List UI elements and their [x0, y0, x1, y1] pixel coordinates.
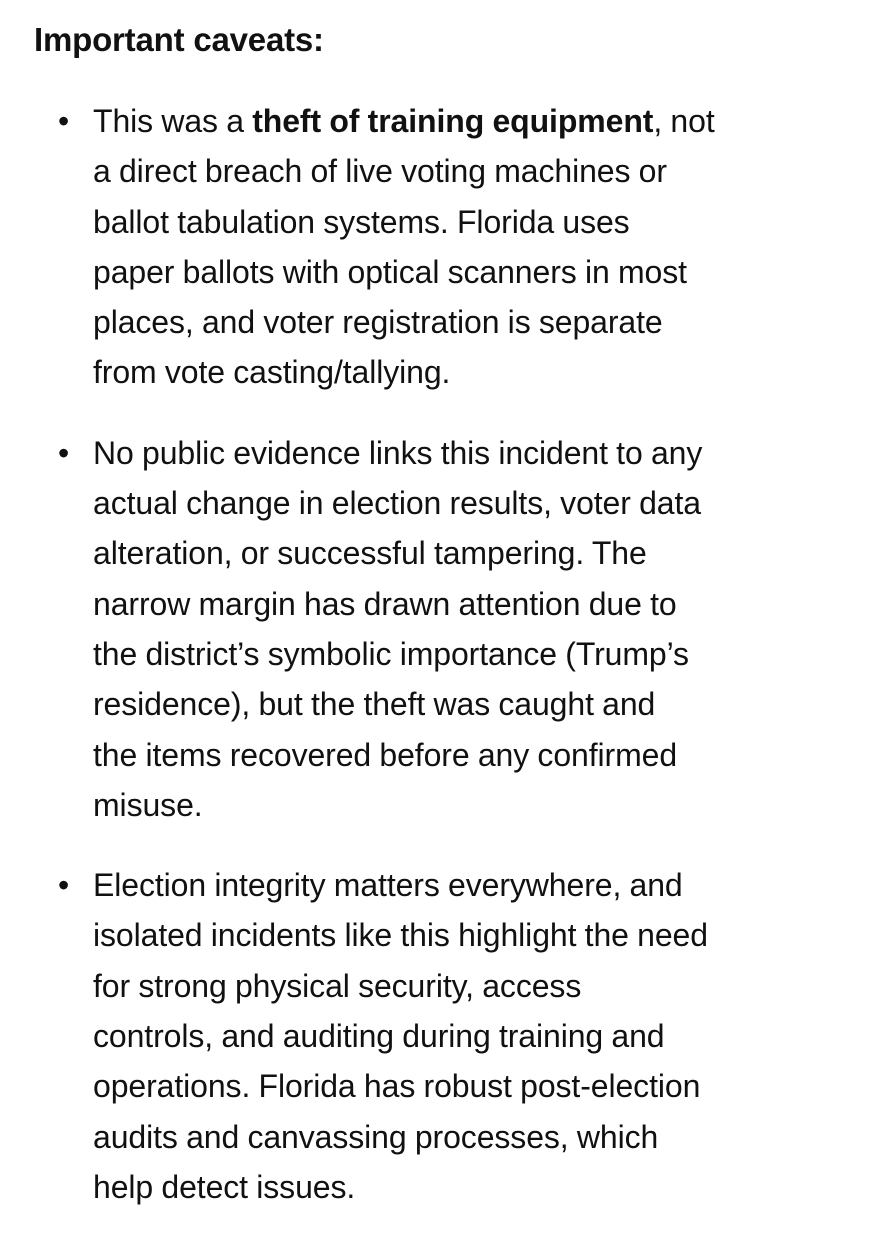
list-item-text	[93, 428, 863, 830]
text-line: help detect issues.	[93, 1168, 356, 1205]
section-heading: Important caveats:	[34, 21, 324, 58]
bullet-dot-icon: •	[58, 103, 70, 139]
text-line: from vote casting/tallying.	[93, 354, 451, 391]
text-line: alteration, or successful tampering. The	[93, 535, 647, 572]
text-line: misuse.	[93, 786, 203, 823]
text-run: This was a	[93, 103, 253, 139]
text-line: for strong physical security, access	[93, 967, 582, 1004]
text-line: No public evidence links this incident to any	[93, 434, 703, 471]
text-line: Election integrity matters everywhere, and	[93, 867, 683, 904]
text-line: residence), but the theft was caught and	[93, 686, 656, 723]
text-line: ballot tabulation systems. Florida uses	[93, 203, 630, 240]
text-line: actual change in election results, voter data	[93, 485, 701, 522]
list-item	[0, 96, 881, 398]
text-line: a direct breach of live voting machines or	[93, 153, 667, 190]
text-run: , not	[653, 103, 715, 139]
text-line: narrow margin has drawn attention due to	[93, 585, 677, 622]
list-item	[0, 428, 881, 830]
text-line: the district’s symbolic importance (Trump’s	[93, 635, 689, 672]
text-line	[93, 96, 863, 146]
bold-emphasis: theft of training equipment	[252, 103, 654, 139]
text-line: the items recovered before any confirmed	[93, 736, 678, 773]
text-line: isolated incidents like this highlight the need	[93, 917, 708, 954]
bullet-dot-icon: •	[58, 434, 70, 471]
list-item-text	[93, 96, 863, 398]
text-line: paper ballots with optical scanners in most	[93, 253, 687, 290]
text-line: places, and voter registration is separate	[93, 304, 663, 341]
text-line: audits and canvassing processes, which	[93, 1118, 659, 1155]
text-line: controls, and auditing during training and	[93, 1018, 665, 1055]
list-item-text	[93, 860, 863, 1212]
caveats-list	[0, 96, 881, 1242]
text-line: operations. Florida has robust post-election	[93, 1068, 701, 1105]
list-item	[0, 860, 881, 1212]
bullet-dot-icon: •	[58, 867, 70, 904]
